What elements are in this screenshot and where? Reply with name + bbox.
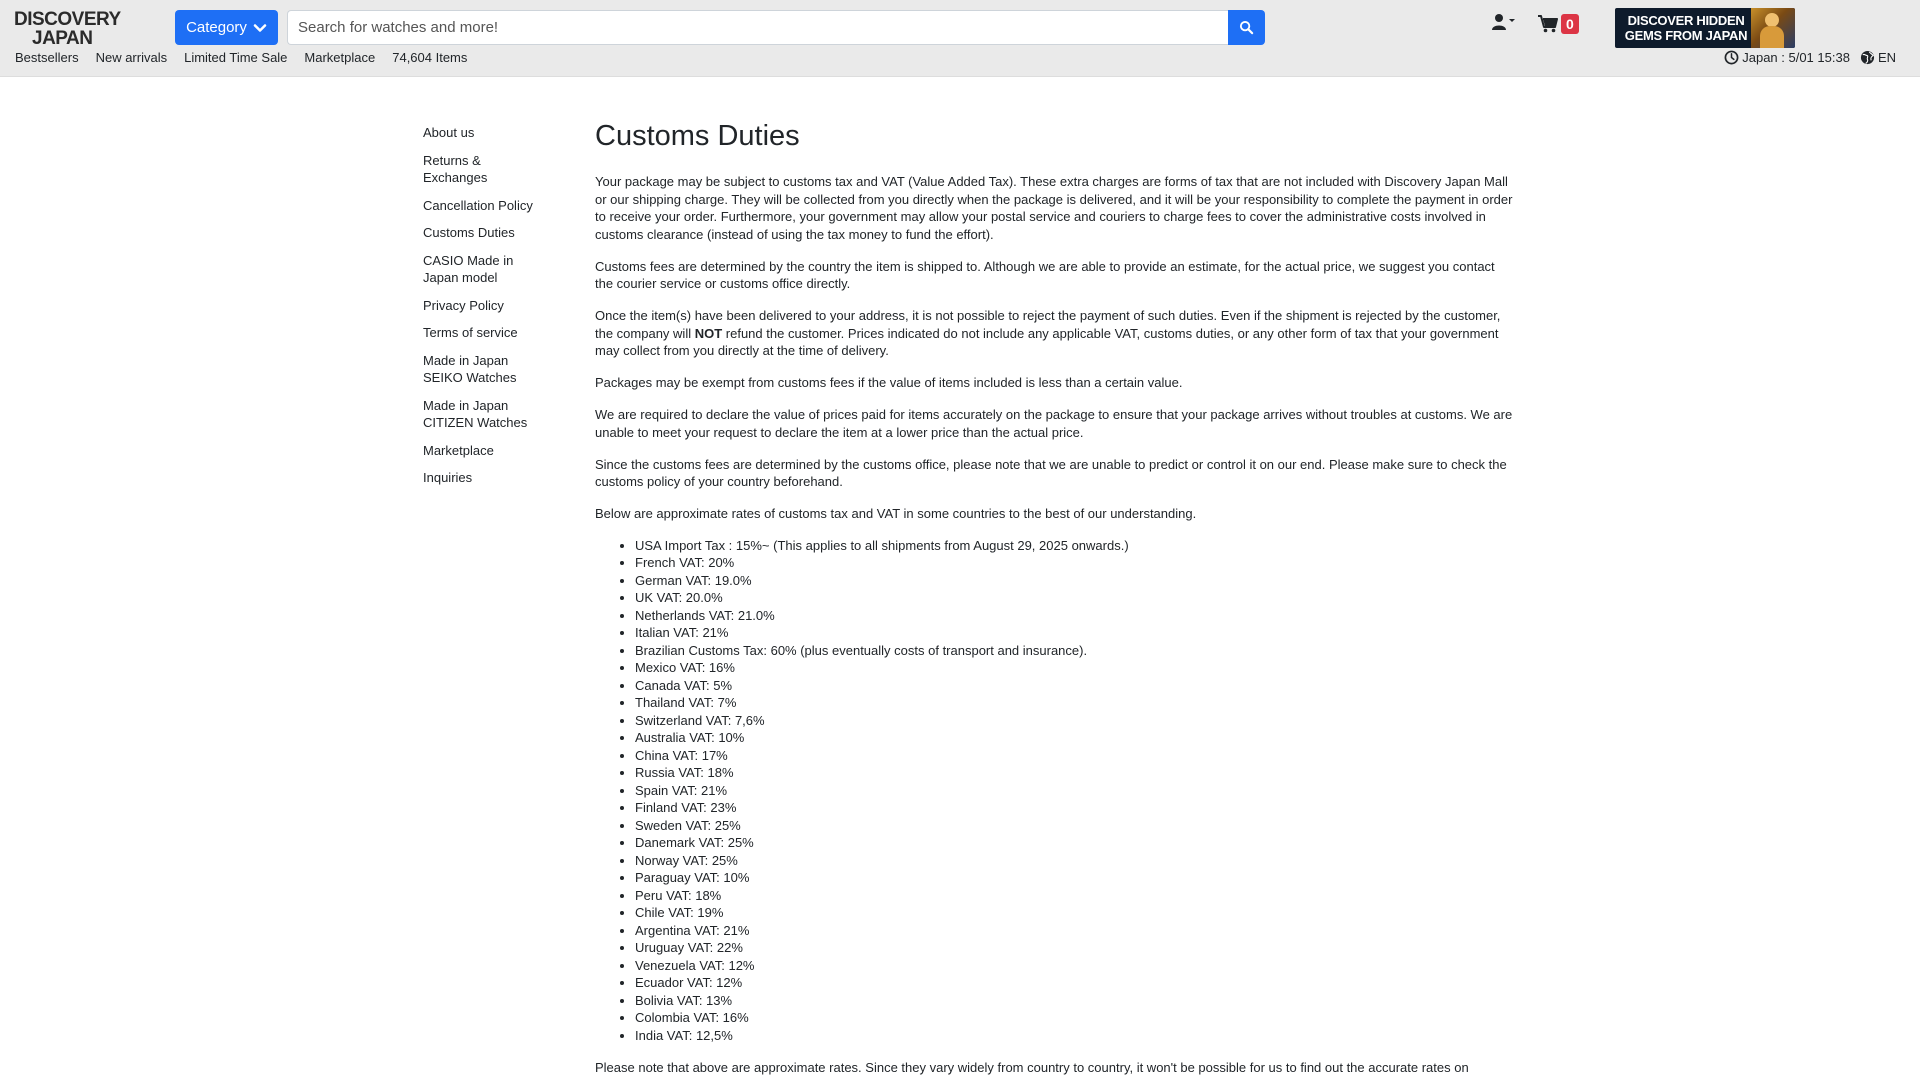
list-item: • Bolivia VAT: 13% xyxy=(635,992,1515,1010)
list-item: • Danemark VAT: 25% xyxy=(635,834,1515,852)
search-input[interactable] xyxy=(287,10,1228,45)
list-item: • Venezuela VAT: 12% xyxy=(635,957,1515,975)
sidebar xyxy=(423,124,553,497)
not-emphasis: NOT xyxy=(694,325,723,341)
sidebar-item-inquiries[interactable]: Inquiries xyxy=(423,470,473,485)
declare-paragraph: We are required to declare the value of prices paid for items accurately on the package to ensure that your package arrives without troubles at customs. We are unable to meet your request to declare the item at a lower price than the actual price. xyxy=(595,407,1513,440)
list-item: • Chile VAT: 19% xyxy=(635,904,1515,922)
user-icon xyxy=(1491,13,1519,33)
chevron-down-icon xyxy=(253,21,267,35)
list-item: • Argentina VAT: 21% xyxy=(635,922,1515,940)
cart-icon xyxy=(1538,15,1558,33)
nav-limited-time-sale[interactable]: Limited Time Sale xyxy=(184,50,288,65)
japan-time xyxy=(1724,50,1850,65)
logo[interactable] xyxy=(14,8,121,49)
language-label: EN xyxy=(1877,50,1896,65)
list-item: • Paraguay VAT: 10% xyxy=(635,869,1515,887)
sidebar-item-citizen-watches[interactable]: Made in Japan CITIZEN Watches xyxy=(423,397,528,430)
delivery-text-b: refund the customer. Prices indicated do not include any applicable VAT, customs duties, or any other form of tax that your government may collect from you directly at the time of delivery. xyxy=(595,325,1499,359)
sidebar-item-customs-duties[interactable]: Customs Duties xyxy=(423,225,515,240)
sidebar-item-marketplace[interactable]: Marketplace xyxy=(423,442,494,458)
japan-time-text: Japan : 5/01 15:38 xyxy=(1742,50,1850,65)
promo-banner[interactable] xyxy=(1615,8,1795,48)
customs-office-paragraph: Since the customs fees are determined by the customs office, please note that we are unable to predict or control it on our end. Please make sure to check the customs policy of your country beforehand. xyxy=(595,456,1507,490)
main-content xyxy=(595,118,1515,1080)
banner-figure-image xyxy=(1751,8,1795,48)
cart-button[interactable] xyxy=(1538,13,1579,35)
item-count: 74,604 Items xyxy=(392,50,468,65)
globe-icon xyxy=(1860,50,1875,65)
list-item: • German VAT: 19.0% xyxy=(635,572,1515,590)
language-selector[interactable] xyxy=(1860,50,1896,65)
page-title: Customs Duties xyxy=(595,120,800,152)
fees-paragraph: Customs fees are determined by the country the item is shipped to. Although we are able to provide an estimate, for the actual price, we suggest you contact the courier service or customs office directly. xyxy=(595,258,1495,292)
list-item: • India VAT: 12,5% xyxy=(635,1027,1515,1045)
sidebar-item-cancellation-policy[interactable]: Cancellation Policy xyxy=(423,197,533,213)
list-item: • USA Import Tax : 15%~ (This applies to all shipments from August 29, 2025 onwards.) xyxy=(635,537,1515,555)
header-meta xyxy=(1724,50,1896,65)
exempt-paragraph: Packages may be exempt from customs fees if the value of items included is less than a certain value. xyxy=(595,375,1183,391)
search-button[interactable] xyxy=(1228,10,1265,45)
list-item: • Spain VAT: 21% xyxy=(635,782,1515,800)
sidebar-item-seiko-watches[interactable]: Made in Japan SEIKO Watches xyxy=(423,352,517,385)
list-item: • Italian VAT: 21% xyxy=(635,624,1515,642)
banner-text: DISCOVER HIDDEN GEMS FROM JAPAN xyxy=(1624,13,1748,43)
list-item: • Ecuador VAT: 12% xyxy=(635,974,1515,992)
category-label: Category xyxy=(186,19,247,36)
account-menu[interactable] xyxy=(1491,13,1519,33)
rates-intro-paragraph: Below are approximate rates of customs tax and VAT in some countries to the best of our understanding. xyxy=(595,506,1197,522)
sidebar-item-casio-made-in-japan[interactable]: CASIO Made in Japan model xyxy=(423,252,514,285)
nav-bestsellers[interactable]: Bestsellers xyxy=(15,50,79,65)
delivery-text-a: Once the item(s) have been delivered to your address, it is not possible to reject the payment of such duties. Even if the shipment is rejected by the customer, the company will xyxy=(595,308,1501,341)
list-item: • Peru VAT: 18% xyxy=(635,887,1515,905)
nav-new-arrivals[interactable]: New arrivals xyxy=(95,50,168,65)
list-item: • Canada VAT: 5% xyxy=(635,677,1515,695)
cart-count-badge: 0 xyxy=(1561,14,1579,34)
delivery-paragraph xyxy=(595,307,1515,360)
list-item: • Russia VAT: 18% xyxy=(635,764,1515,782)
site-header xyxy=(0,0,1920,77)
list-item: • Finland VAT: 23% xyxy=(635,799,1515,817)
sidebar-item-returns-exchanges[interactable]: Returns & Exchanges xyxy=(423,152,488,185)
list-item: • Brazilian Customs Tax: 60% (plus eventually costs of transport and insurance). xyxy=(635,642,1515,660)
rates-list xyxy=(595,537,1515,1045)
approximate-note-paragraph: Please note that above are approximate rates. Since they vary widely from country to country, it won't be possible for us to find out the accurate rates on xyxy=(595,1059,1469,1075)
category-button[interactable] xyxy=(175,10,278,45)
list-item: • Switzerland VAT: 7,6% xyxy=(635,712,1515,730)
search-icon xyxy=(1239,20,1254,35)
logo-line2: JAPAN xyxy=(32,28,93,49)
list-item: • French VAT: 20% xyxy=(635,554,1515,572)
list-item: • Netherlands VAT: 21.0% xyxy=(635,607,1515,625)
list-item: • Mexico VAT: 16% xyxy=(635,659,1515,677)
intro-paragraph: Your package may be subject to customs tax and VAT (Value Added Tax). These extra charges are forms of tax that are not included with Discovery Japan Mall or our shipping charge. They will be collected from you directly when the package is delivered, and it will be your responsibility to complete the payment in order to receive your order. Furthermore, your government may allow your postal service and couriers to charge fees to cover the administrative costs involved in customs clearance (instead of using the tax money to fund the effort). xyxy=(595,174,1513,242)
sidebar-item-terms-of-service[interactable]: Terms of service xyxy=(423,325,518,340)
clock-icon xyxy=(1724,50,1739,65)
list-item: • Thailand VAT: 7% xyxy=(635,694,1515,712)
list-item: • Norway VAT: 25% xyxy=(635,852,1515,870)
nav-marketplace[interactable]: Marketplace xyxy=(304,50,376,65)
sidebar-item-privacy-policy[interactable]: Privacy Policy xyxy=(423,297,504,313)
sub-navigation xyxy=(15,50,467,65)
list-item: • Uruguay VAT: 22% xyxy=(635,939,1515,957)
logo-line1: DISCOVERY xyxy=(14,9,121,30)
list-item: • Colombia VAT: 16% xyxy=(635,1009,1515,1027)
list-item: • Australia VAT: 10% xyxy=(635,729,1515,747)
list-item: • UK VAT: 20.0% xyxy=(635,589,1515,607)
list-item: • Sweden VAT: 25% xyxy=(635,817,1515,835)
list-item: • China VAT: 17% xyxy=(635,747,1515,765)
sidebar-item-about-us[interactable]: About us xyxy=(423,125,475,140)
